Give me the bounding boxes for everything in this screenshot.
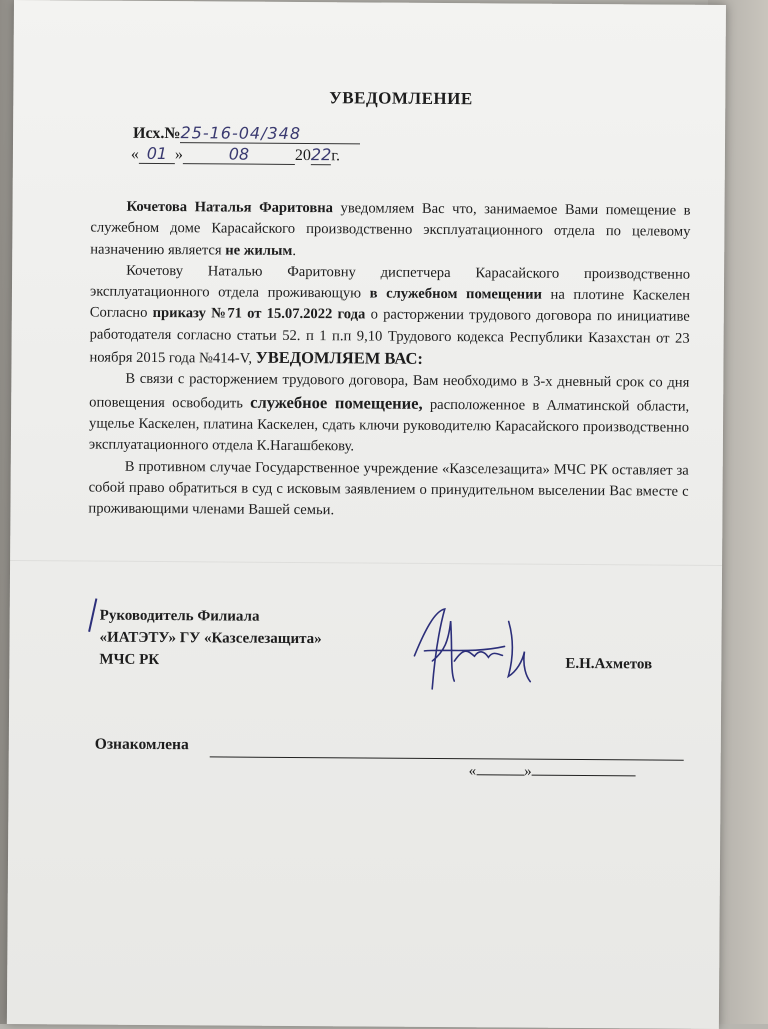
document-title: УВЕДОМЛЕНИЕ (329, 88, 473, 109)
paragraph-3-end: расположенное в Алматинской области, ущелье Каскелен, платина Каскелен, сдать ключи руководителю Карасайского производственно эксплуатационного отдела К.Нагашбекову. (88, 396, 690, 455)
date-year-suffix: 22 (310, 145, 332, 165)
ack-month-blank (532, 775, 636, 777)
acknowledgement-label: Ознакомлена (94, 735, 189, 754)
paper-fold (10, 560, 722, 566)
order-reference: приказу №71 от 15.07.2022 года (152, 305, 366, 323)
paragraph-3 (89, 369, 690, 460)
date-month: 08 (183, 144, 295, 165)
paragraph-3-emphasis: служебное помещение, (250, 392, 423, 413)
ref-number: 25-16-04/348 (180, 123, 360, 144)
paragraph-1-emphasis: не жилым (225, 242, 293, 259)
paragraph-4: В противном случае Государственное учреждение «Казселезащита» МЧС РК оставляет за собой право обратиться в суд с исковым заявлением о принудительном выселении Вас вместе с проживающими членами Вашей семьи. (88, 458, 689, 519)
document-page (7, 0, 726, 1029)
paragraph-1: Кочетова Наталья Фаритовна уведомляем Вас что, занимаемое Вами помещение в служебном доме Карасайского производственно эксплуатационного отдела по целевому назначению является не жилым. (90, 198, 691, 259)
paragraph-2-end: о расторжении трудового договора по инициативе работодателя согласно статьи 52. п 1 п.п 9,10 Трудового кодекса Республики Казахстан от 23 ноября 2015 года №414-V, (89, 306, 690, 367)
notice-declaration: УВЕДОМЛЯЕМ ВАС: (255, 347, 423, 368)
handwritten-signature (404, 601, 535, 692)
addressee-name: Кочетова Наталья Фаритовна (126, 198, 334, 217)
notice-body (88, 197, 690, 525)
paragraph-1-text: уведомляем Вас что, занимаемое Вами помещение в служебном доме Карасайского производственно эксплуатационного отдела по целевому назначению является (90, 200, 691, 259)
signatory-title (99, 605, 322, 673)
acknowledgement-date (469, 763, 636, 781)
ack-date-open-quote: « (468, 763, 477, 780)
date-suffix: г. (331, 147, 341, 165)
signatory-line-1: Руководитель Филиала (99, 607, 260, 625)
paragraph-3-start: В связи с расторжением трудового договора, Вам необходимо в 3-х дневный срок со дня оповещения освободить (89, 371, 690, 412)
ack-day-blank (476, 774, 524, 775)
ref-prefix: Исх.№ (133, 124, 181, 143)
signer-name: Е.Н.Ахметов (565, 655, 653, 673)
date-day: 01 (139, 144, 175, 164)
signatory-line-2: «ИАТЭТУ» ГУ «Казселезащита» (99, 629, 322, 648)
paragraph-2 (89, 260, 690, 373)
acknowledgement-signature-line (210, 756, 684, 760)
date-year-prefix: 20 (294, 146, 311, 165)
ack-date-close-quote: » (524, 763, 532, 780)
signatory-line-3: МЧС РК (99, 651, 160, 669)
document-date: « 01 » 08 2022г. (130, 143, 341, 165)
outgoing-reference (133, 123, 361, 145)
paragraph-2-start: Кочетову Наталью Фаритовну диспетчера Карасайского производственно эксплуатационного отдела проживающую (89, 262, 691, 302)
paragraph-2-emphasis-1: в служебном помещении (369, 285, 542, 303)
paragraph-2-mid: на плотине Каскелен Согласно (89, 286, 691, 322)
